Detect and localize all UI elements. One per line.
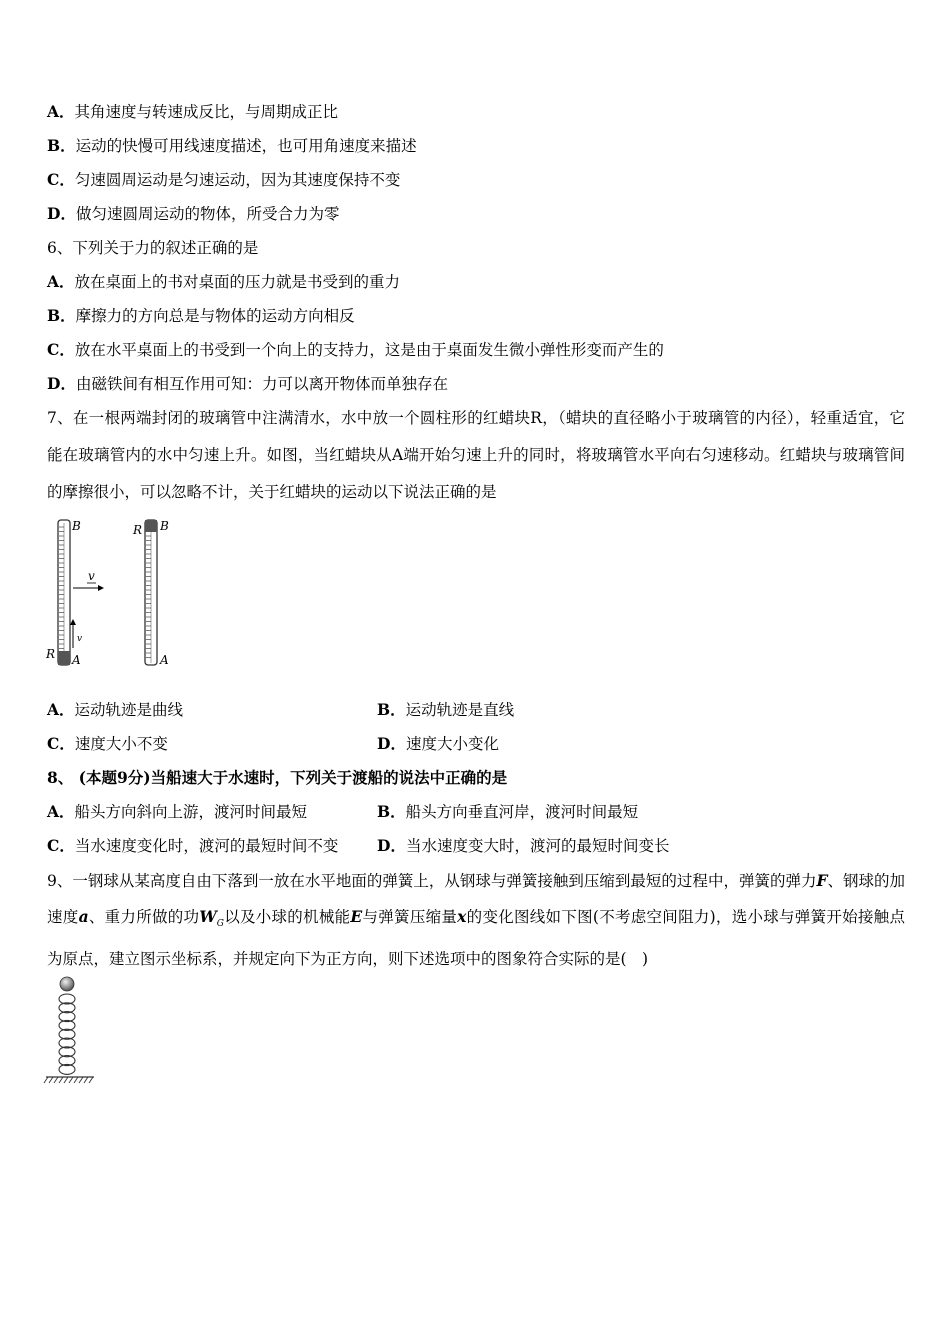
q6-option-c xyxy=(47,339,664,361)
q8-option-b xyxy=(377,801,638,823)
q7-option-b xyxy=(377,699,514,721)
velocity-right-arrow xyxy=(73,585,104,591)
option-text: 运动轨迹是曲线 xyxy=(74,701,184,719)
option-text: 由磁铁间有相互作用可知：力可以离开物体而单独存在 xyxy=(75,375,448,393)
option-text: 匀速圆周运动是匀速运动，因为其速度保持不变 xyxy=(74,171,401,189)
option-letter: B． xyxy=(47,136,76,155)
q5-option-d xyxy=(47,203,339,225)
ground-hatch xyxy=(44,1077,93,1083)
option-letter: C． xyxy=(47,170,75,189)
label-a-right: A xyxy=(160,653,169,667)
option-letter: B． xyxy=(47,306,76,325)
option-text: 当水速度变大时，渡河的最短时间变长 xyxy=(405,837,670,855)
q6-option-a xyxy=(47,271,400,293)
option-text: 放在桌面上的书对桌面的压力就是书受到的重力 xyxy=(74,273,401,291)
hatch-mark xyxy=(59,1077,63,1083)
option-text: 放在水平桌面上的书受到一个向上的支持力，这是由于桌面发生微小弹性形变而产生的 xyxy=(74,341,664,359)
option-letter: A． xyxy=(47,102,75,121)
q9-text-3: 、重力所做的功 xyxy=(88,908,200,926)
hatch-mark xyxy=(69,1077,73,1083)
spring xyxy=(59,994,75,1074)
option-text: 速度大小变化 xyxy=(405,735,499,753)
option-letter: C． xyxy=(47,836,75,855)
velocity-up-arrow xyxy=(70,619,76,648)
option-letter: A． xyxy=(47,272,75,291)
hatch-mark xyxy=(84,1077,88,1083)
q8-option-a xyxy=(47,801,307,823)
label-a-left: A xyxy=(72,653,81,667)
q9-subscript-g: G xyxy=(216,919,224,930)
q6-stem: 6、下列关于力的叙述正确的是 xyxy=(47,239,259,257)
option-letter: D． xyxy=(47,374,76,393)
q8-option-c xyxy=(47,835,338,857)
hatch-mark xyxy=(74,1077,78,1083)
option-text: 当水速度变化时，渡河的最短时间不变 xyxy=(74,837,339,855)
q6-option-b xyxy=(47,305,355,327)
q5-option-a xyxy=(47,101,338,123)
q9-symbol-w: W xyxy=(199,907,217,926)
hatch-mark xyxy=(64,1077,68,1083)
label-r-right: R xyxy=(133,523,143,537)
q6-option-d xyxy=(47,373,448,395)
q9-figure xyxy=(40,972,110,1087)
option-text: 其角速度与转速成反比，与周期成正比 xyxy=(74,103,339,121)
q8-stem: 8、 (本题9分)当船速大于水速时，下列关于渡船的说法中正确的是 xyxy=(47,768,508,787)
q5-option-c xyxy=(47,169,400,191)
option-text: 速度大小不变 xyxy=(74,735,168,753)
option-text: 船头方向垂直河岸，渡河时间最短 xyxy=(405,803,639,821)
q9-symbol-a: a xyxy=(78,907,89,926)
label-r-left: R xyxy=(46,647,56,661)
option-text: 船头方向斜向上游，渡河时间最短 xyxy=(74,803,308,821)
q8-option-d xyxy=(377,835,669,857)
q5-option-b xyxy=(47,135,417,157)
option-letter: B． xyxy=(377,802,406,821)
hatch-mark xyxy=(89,1077,93,1083)
label-v-horizontal: v xyxy=(88,569,95,583)
q9-symbol-f: F xyxy=(816,871,828,890)
option-text: 摩擦力的方向总是与物体的运动方向相反 xyxy=(75,307,355,325)
option-text: 运动的快慢可用线速度描述，也可用角速度来描述 xyxy=(75,137,417,155)
q9-stem xyxy=(47,863,905,977)
option-text: 运动轨迹是直线 xyxy=(405,701,515,719)
q7-stem: 7、在一根两端封闭的玻璃管中注满清水，水中放一个圆柱形的红蜡块R，（蜡块的直径略小于玻璃管的内径），轻重适宜，它能在玻璃管内的水中匀速上升。如图，当红蜡块从A端开始匀速上升的同时，将玻璃管水平向右匀速移动。红蜡块与玻璃管间的摩擦很小，可以忽略不计，关于红蜡块的运动以下说法正确的是 xyxy=(47,409,905,501)
q9-text-6: 的变化图线如下图(不考虑空间阻力)，选小球与弹簧开始接触点为原点，建立图示坐标系，并规定向下为正方向，则下述选项中的图象符合实际的是( ) xyxy=(47,908,905,969)
hatch-mark xyxy=(54,1077,58,1083)
label-v-vertical: v xyxy=(77,634,83,644)
glass-tube-left xyxy=(58,520,70,665)
q9-symbol-x: x xyxy=(457,907,467,926)
option-letter: A． xyxy=(47,802,75,821)
option-letter: A． xyxy=(47,700,75,719)
option-letter: B． xyxy=(377,700,406,719)
label-b-left: B xyxy=(72,519,81,533)
q7-option-a xyxy=(47,699,183,721)
q7-figure xyxy=(40,515,190,670)
option-letter: C． xyxy=(47,340,75,359)
q9-text-2: 、钢球的加速度 xyxy=(47,872,905,926)
q7-option-d xyxy=(377,733,499,755)
option-letter: D． xyxy=(377,734,406,753)
option-letter: C． xyxy=(47,734,75,753)
q9-symbol-e: E xyxy=(350,907,363,926)
option-letter: D． xyxy=(47,204,76,223)
hatch-mark xyxy=(49,1077,53,1083)
label-b-right: B xyxy=(160,519,169,533)
q9-text-5: 与弹簧压缩量 xyxy=(362,908,458,926)
q9-text-4: 以及小球的机械能 xyxy=(223,908,351,926)
q9-text-1: 9、一钢球从某高度自由下落到一放在水平地面的弹簧上，从钢球与弹簧接触到压缩到最短的过程中，弹簧的弹力 xyxy=(47,872,817,890)
q7-option-c xyxy=(47,733,168,755)
option-text: 做匀速圆周运动的物体，所受合力为零 xyxy=(75,205,340,223)
hatch-mark xyxy=(44,1077,48,1083)
hatch-mark xyxy=(79,1077,83,1083)
glass-tube-right xyxy=(145,520,157,665)
option-letter: D． xyxy=(377,836,406,855)
steel-ball xyxy=(60,977,74,991)
